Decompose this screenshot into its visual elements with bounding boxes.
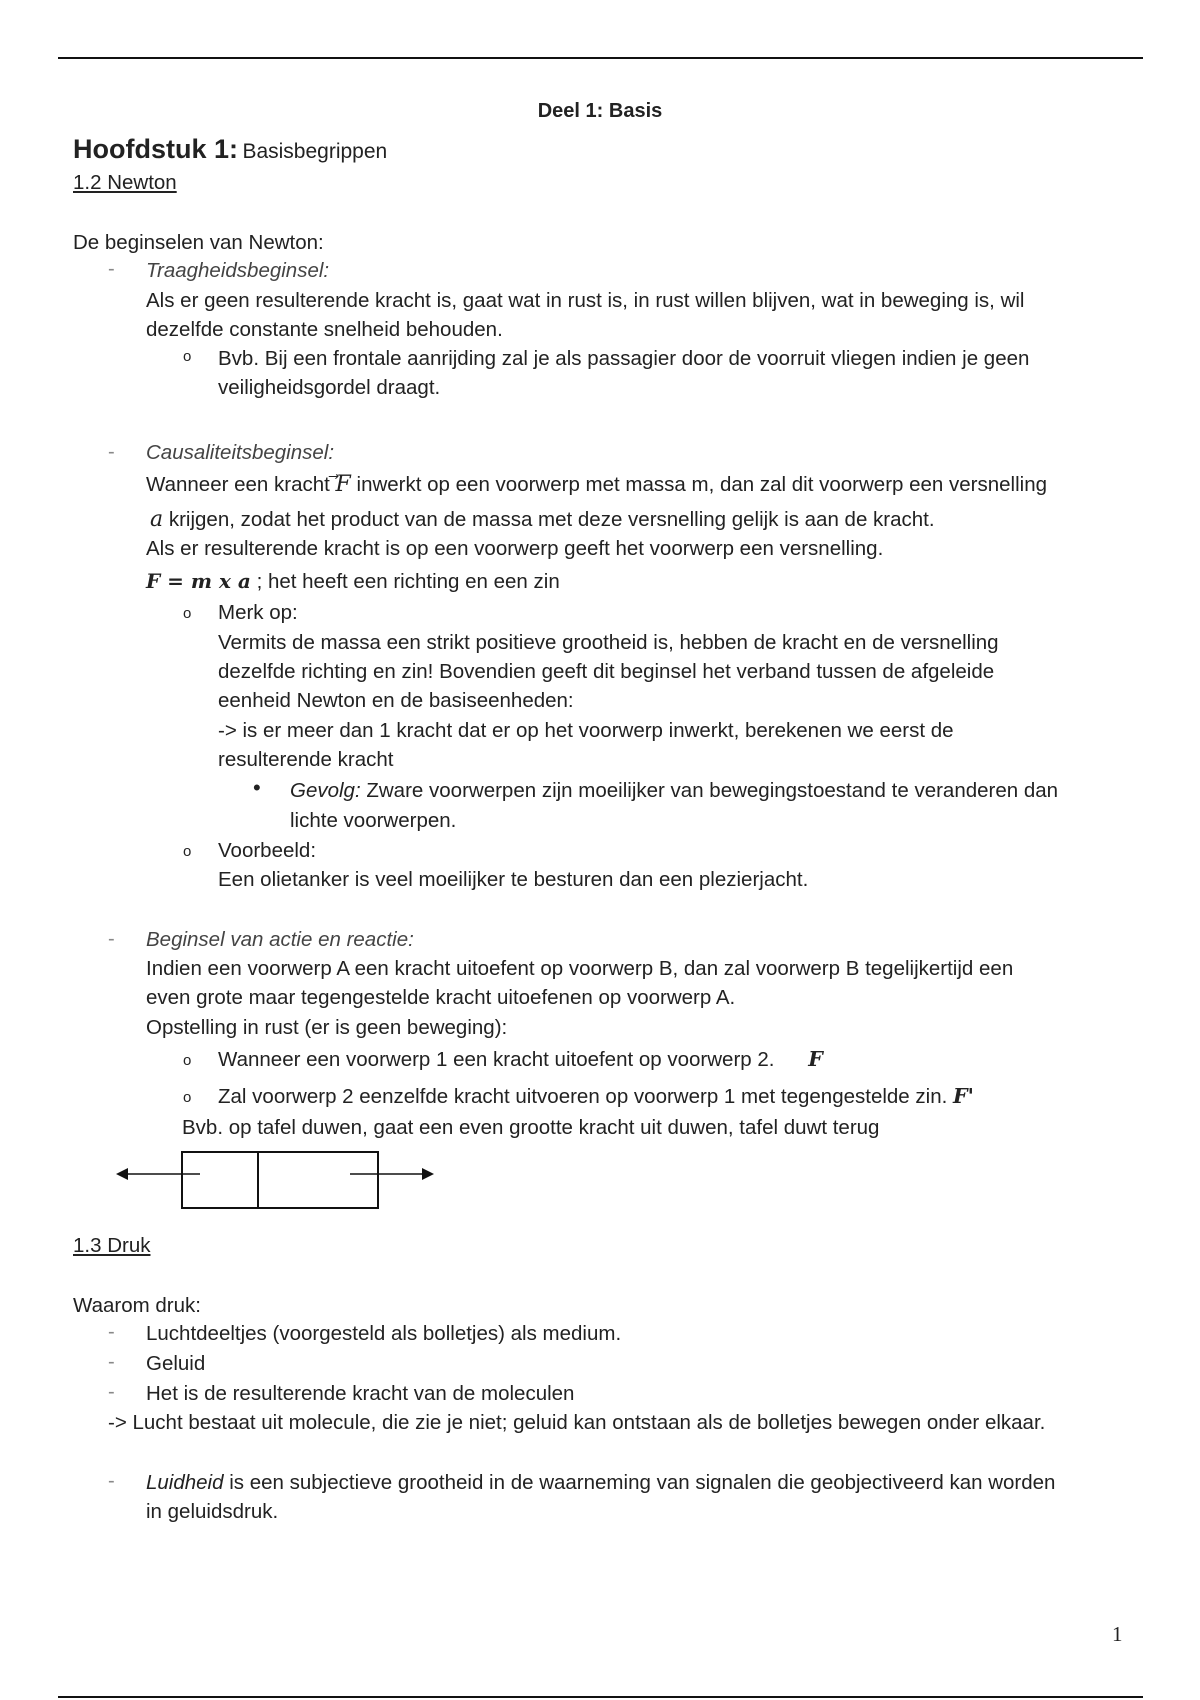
formula-text: ; het heeft een richting en een zin xyxy=(256,570,560,593)
dash-bullet: - xyxy=(108,1470,115,1492)
traagheid-example1: Bvb. Bij een frontale aanrijding zal je als passagier door de voorruit vliegen indien je geen xyxy=(218,347,1030,370)
causaliteit-title: Causaliteitsbeginsel: xyxy=(146,441,335,464)
causaliteit-line2 xyxy=(150,505,935,534)
section-heading-newton: 1.2 Newton xyxy=(73,171,177,194)
dash-bullet: - xyxy=(108,258,115,280)
actie-reactie-line2: even grote maar tegengestelde kracht uitoefenen op voorwerp A. xyxy=(146,986,736,1009)
chapter-title: Basisbegrippen xyxy=(242,140,388,163)
gevolg-line1 xyxy=(290,776,1058,805)
chapter-number: Hoofdstuk 1: xyxy=(73,134,238,164)
druk-item: Luchtdeeltjes (voorgesteld als bolletjes) als medium. xyxy=(146,1322,622,1345)
merk-op-line1: Vermits de massa een strikt positieve grootheid is, hebben de kracht en de versnelling xyxy=(218,631,999,654)
chapter-heading xyxy=(73,134,387,165)
arrowhead-left xyxy=(116,1168,128,1180)
causaliteit-line1-start: Wanneer een kracht xyxy=(146,473,330,496)
luidheid-label: Luidheid xyxy=(146,1471,224,1494)
merk-op-label: Merk op: xyxy=(218,601,298,624)
actie-item2-text: Zal voorwerp 2 eenzelfde kracht uitvoeren op voorwerp 1 met tegengestelde zin. xyxy=(218,1085,948,1108)
formula: F = m x a xyxy=(146,569,251,593)
gevolg-text: Zware voorwerpen zijn moeilijker van bewegingstoestand te veranderen dan xyxy=(366,779,1059,802)
vector-f-symbol: F xyxy=(335,472,351,497)
circle-bullet: o xyxy=(183,605,192,622)
merk-op-line4: -> is er meer dan 1 kracht dat er op het voorwerp inwerkt, berekenen we eerst de xyxy=(218,719,954,742)
druk-note: -> Lucht bestaat uit molecule, die zie je niet; geluid kan ontstaan als de bolletjes bewegen onder elkaar. xyxy=(108,1411,1046,1434)
dash-bullet: - xyxy=(108,1321,115,1343)
traagheid-line1: Als er geen resulterende kracht is, gaat wat in rust is, in rust willen blijven, wat in beweging is, wil xyxy=(146,289,1025,312)
vector-a-symbol: a xyxy=(150,507,164,532)
dash-bullet: - xyxy=(108,1351,115,1373)
traagheid-line2: dezelfde constante snelheid behouden. xyxy=(146,318,503,341)
formula-line xyxy=(146,567,560,596)
druk-item: Het is de resulterende kracht van de moleculen xyxy=(146,1382,575,1405)
block-2 xyxy=(258,1152,378,1208)
traagheid-example2: veiligheidsgordel draagt. xyxy=(218,376,441,399)
circle-bullet: o xyxy=(183,843,192,860)
merk-op-line2: dezelfde richting en zin! Bovendien geeft dit beginsel het verband tussen de afgeleide xyxy=(218,660,995,683)
merk-op-line5: resulterende kracht xyxy=(218,748,394,771)
druk-item: Geluid xyxy=(146,1352,206,1375)
traagheid-title: Traagheidsbeginsel: xyxy=(146,259,330,282)
disc-bullet: • xyxy=(253,775,261,800)
dash-bullet: - xyxy=(108,441,115,463)
causaliteit-line1-end: inwerkt op een voorwerp met massa m, dan zal dit voorwerp een versnelling xyxy=(356,473,1048,496)
circle-bullet: o xyxy=(183,348,192,365)
luidheid-line2: in geluidsdruk. xyxy=(146,1500,279,1523)
dash-bullet: - xyxy=(108,928,115,950)
vector-f-prime-label: F' xyxy=(953,1084,974,1108)
druk-intro: Waarom druk: xyxy=(73,1294,201,1317)
top-rule xyxy=(58,57,1143,59)
gevolg-line2: lichte voorwerpen. xyxy=(290,809,457,832)
part-title: Deel 1: Basis xyxy=(537,100,663,122)
causaliteit-line3: Als er resulterende kracht is op een voorwerp geeft het voorwerp een versnelling. xyxy=(146,537,884,560)
gevolg-label: Gevolg: xyxy=(290,779,361,802)
actie-reactie-line1: Indien een voorwerp A een kracht uitoefent op voorwerp B, dan zal voorwerp B tegelijkertijd een xyxy=(146,957,1014,980)
luidheid-text: is een subjectieve grootheid in de waarneming van signalen die geobjectiveerd kan worden xyxy=(229,1471,1056,1494)
arrowhead-right xyxy=(422,1168,434,1180)
newton-intro: De beginselen van Newton: xyxy=(73,231,324,254)
merk-op-line3: eenheid Newton en de basiseenheden: xyxy=(218,689,574,712)
causaliteit-line1 xyxy=(146,470,1047,499)
voorbeeld-text: Een olietanker is veel moeilijker te besturen dan een plezierjacht. xyxy=(218,868,809,891)
actie-item1-text: Wanneer een voorwerp 1 een kracht uitoefent op voorwerp 2. xyxy=(218,1048,775,1071)
actie-item2 xyxy=(218,1082,974,1111)
bottom-rule xyxy=(58,1696,1143,1698)
voorbeeld-label: Voorbeeld: xyxy=(218,839,317,862)
luidheid-line1 xyxy=(146,1468,1055,1497)
section-heading-druk: 1.3 Druk xyxy=(73,1234,151,1257)
actie-item1 xyxy=(218,1045,823,1074)
actie-reactie-line3: Opstelling in rust (er is geen beweging): xyxy=(146,1016,508,1039)
force-diagram xyxy=(110,1148,440,1218)
actie-reactie-title: Beginsel van actie en reactie: xyxy=(146,928,414,951)
circle-bullet: o xyxy=(183,1089,192,1106)
causaliteit-line2-text: krijgen, zodat het product van de massa met deze versnelling gelijk is aan de kracht. xyxy=(168,508,935,531)
actie-example: Bvb. op tafel duwen, gaat een even grootte kracht uit duwen, tafel duwt terug xyxy=(182,1116,880,1139)
block-1 xyxy=(182,1152,258,1208)
dash-bullet: - xyxy=(108,1381,115,1403)
vector-f-label: F xyxy=(808,1047,823,1071)
page-number: 1 xyxy=(1112,1622,1123,1646)
circle-bullet: o xyxy=(183,1052,192,1069)
